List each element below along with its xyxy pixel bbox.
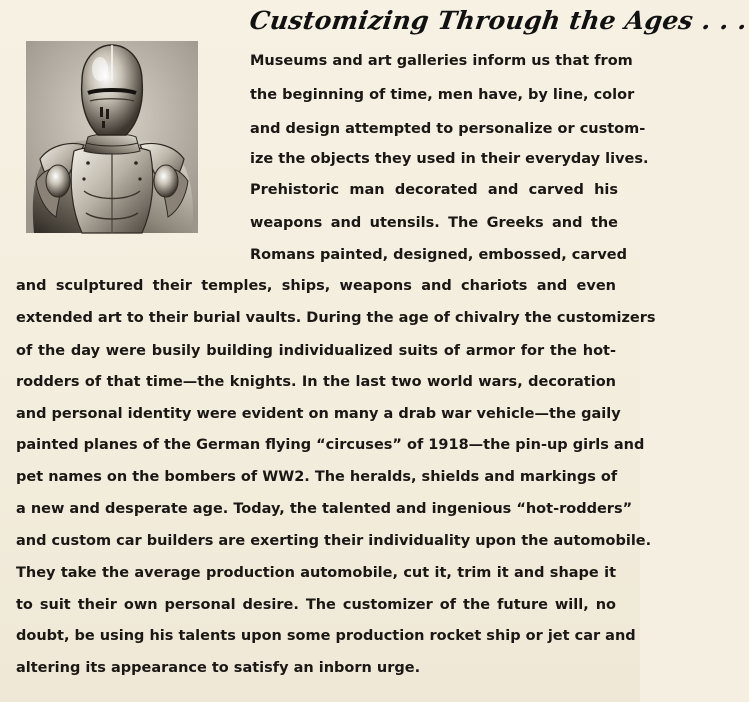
text-line: and custom car builders are exerting their individuality upon the automobile.: [16, 533, 652, 549]
text-line: the beginning of time, men have, by line, color: [250, 87, 635, 103]
armor-photo: [26, 41, 198, 233]
text-line: extended art to their burial vaults. During the age of chivalry the customizers: [16, 310, 656, 326]
text-line: to suit their own personal desire. The customizer of the future will, no: [16, 597, 616, 613]
text-line: pet names on the bombers of WW2. The heralds, shields and markings of: [16, 469, 618, 485]
text-line: weapons and utensils. The Greeks and the: [250, 215, 618, 231]
text-line: ize the objects they used in their everyday lives.: [250, 151, 649, 167]
headline: Customizing Through the Ages . . .: [247, 6, 749, 35]
text-line: doubt, be using his talents upon some production rocket ship or jet car and: [16, 628, 636, 644]
text-line: a new and desperate age. Today, the talented and ingenious “hot-rodders”: [16, 501, 633, 517]
text-line: and sculptured their temples, ships, weapons and chariots and even: [16, 278, 616, 294]
text-line: and design attempted to personalize or custom-: [250, 121, 646, 137]
text-line: and personal identity were evident on many a drab war vehicle—the gaily: [16, 406, 621, 422]
text-line: Museums and art galleries inform us that from: [250, 53, 633, 69]
text-line: of the day were busily building individualized suits of armor for the hot-: [16, 343, 616, 359]
text-line: They take the average production automobile, cut it, trim it and shape it: [16, 565, 616, 581]
text-line: rodders of that time—the knights. In the last two world wars, decoration: [16, 374, 616, 390]
text-line: painted planes of the German flying “circuses” of 1918—the pin-up girls and: [16, 437, 645, 453]
knight-armor-illustration: [26, 41, 198, 233]
text-line: Romans painted, designed, embossed, carved: [250, 247, 627, 263]
text-line: altering its appearance to satisfy an inborn urge.: [16, 660, 421, 676]
text-line: Prehistoric man decorated and carved his: [250, 182, 618, 198]
